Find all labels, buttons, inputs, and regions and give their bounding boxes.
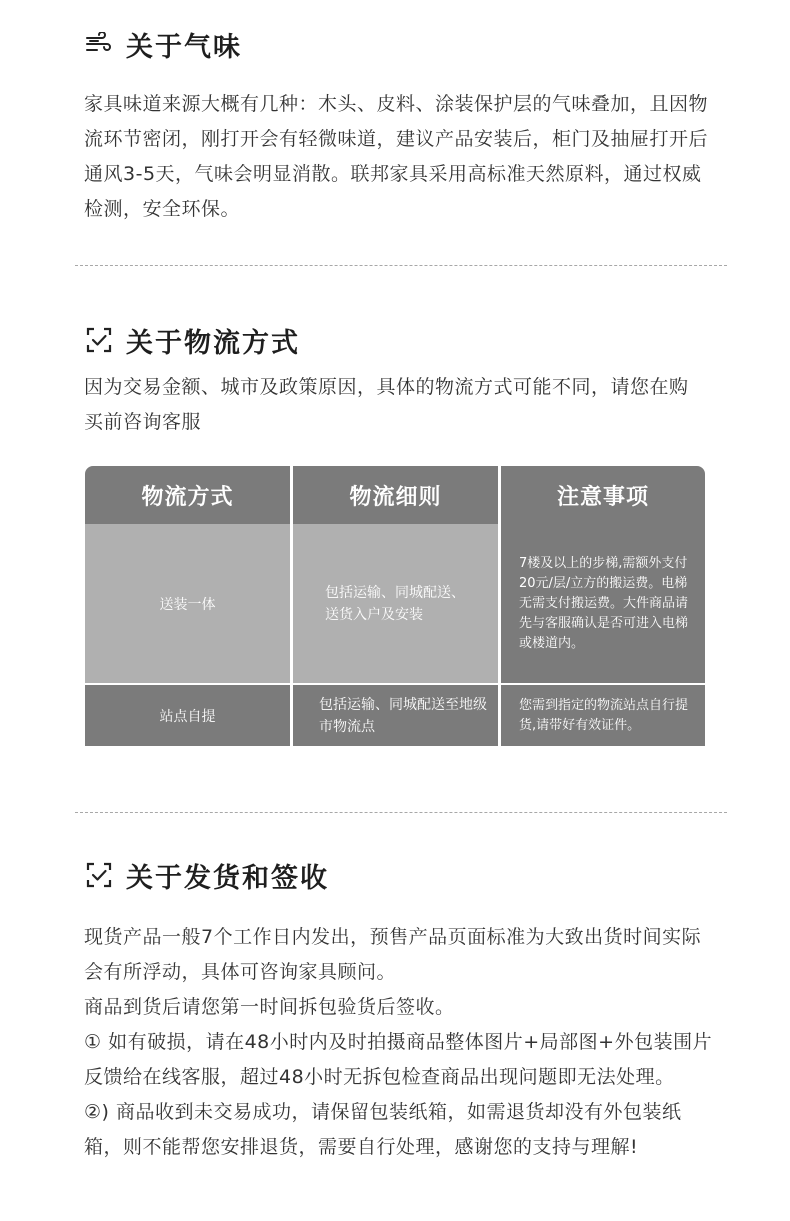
table-header-details: 物流细则: [293, 466, 498, 524]
delivery-paragraph: 现货产品一般7个工作日内发出，预售产品页面标准为大致出货时间实际会有所浮动，具体可咨询家具顾问。: [84, 926, 702, 983]
section-divider: [75, 265, 727, 266]
page-title-logistics: 关于物流方式: [126, 327, 300, 359]
wind-icon: [84, 29, 114, 59]
table-cell-details: 包括运输、同城配送、送货入户及安装: [293, 524, 498, 683]
logistics-table: [85, 466, 705, 746]
scan-check-icon: [84, 325, 114, 355]
table-cell-method: 站点自提: [85, 685, 290, 746]
table-cell-details: 包括运输、同城配送至地级市物流点: [293, 685, 498, 746]
section-divider: [75, 812, 727, 813]
delivery-description: [84, 920, 714, 1165]
table-header-notes: 注意事项: [501, 466, 705, 524]
table-cell-method: 送装一体: [85, 524, 290, 683]
table-cell-notes: 7楼及以上的步梯,需额外支付20元/层/立方的搬运费。电梯无需支付搬运费。大件商品请先与客服确认是否可进入电梯或楼道内。: [501, 524, 705, 683]
smell-description: 家具味道来源大概有几种：木头、皮料、涂装保护层的气味叠加，且因物流环节密闭，刚打开会有轻微味道，建议产品安装后，柜门及抽屉打开后通风3-5天，气味会明显消散。联邦家具采用高标准天然原料，通过权威检测，安全环保。: [84, 93, 709, 220]
table-header-method: 物流方式: [85, 466, 290, 524]
delivery-paragraph: ②) 商品收到未交易成功，请保留包装纸箱，如需退货却没有外包装纸箱，则不能帮您安排退货，需要自行处理，感谢您的支持与理解!: [84, 1101, 682, 1158]
logistics-description: 因为交易金额、城市及政策原因，具体的物流方式可能不同，请您在购买前咨询客服: [84, 376, 689, 433]
section-title-logistics: [84, 320, 300, 360]
delivery-paragraph: 商品到货后请您第一时间拆包验货后签收。: [84, 996, 455, 1018]
delivery-paragraph: ① 如有破损，请在48小时内及时拍摄商品整体图片+局部图+外包装围片反馈给在线客服，超过48小时无拆包检查商品出现问题即无法处理。: [84, 1031, 713, 1088]
page-title-smell: 关于气味: [126, 31, 242, 63]
scan-check-icon: [84, 860, 114, 890]
section-title-smell: [84, 24, 242, 64]
page-title-delivery: 关于发货和签收: [126, 862, 329, 894]
table-cell-notes: 您需到指定的物流站点自行提货,请带好有效证件。: [501, 685, 705, 746]
section-title-delivery: [84, 855, 329, 895]
